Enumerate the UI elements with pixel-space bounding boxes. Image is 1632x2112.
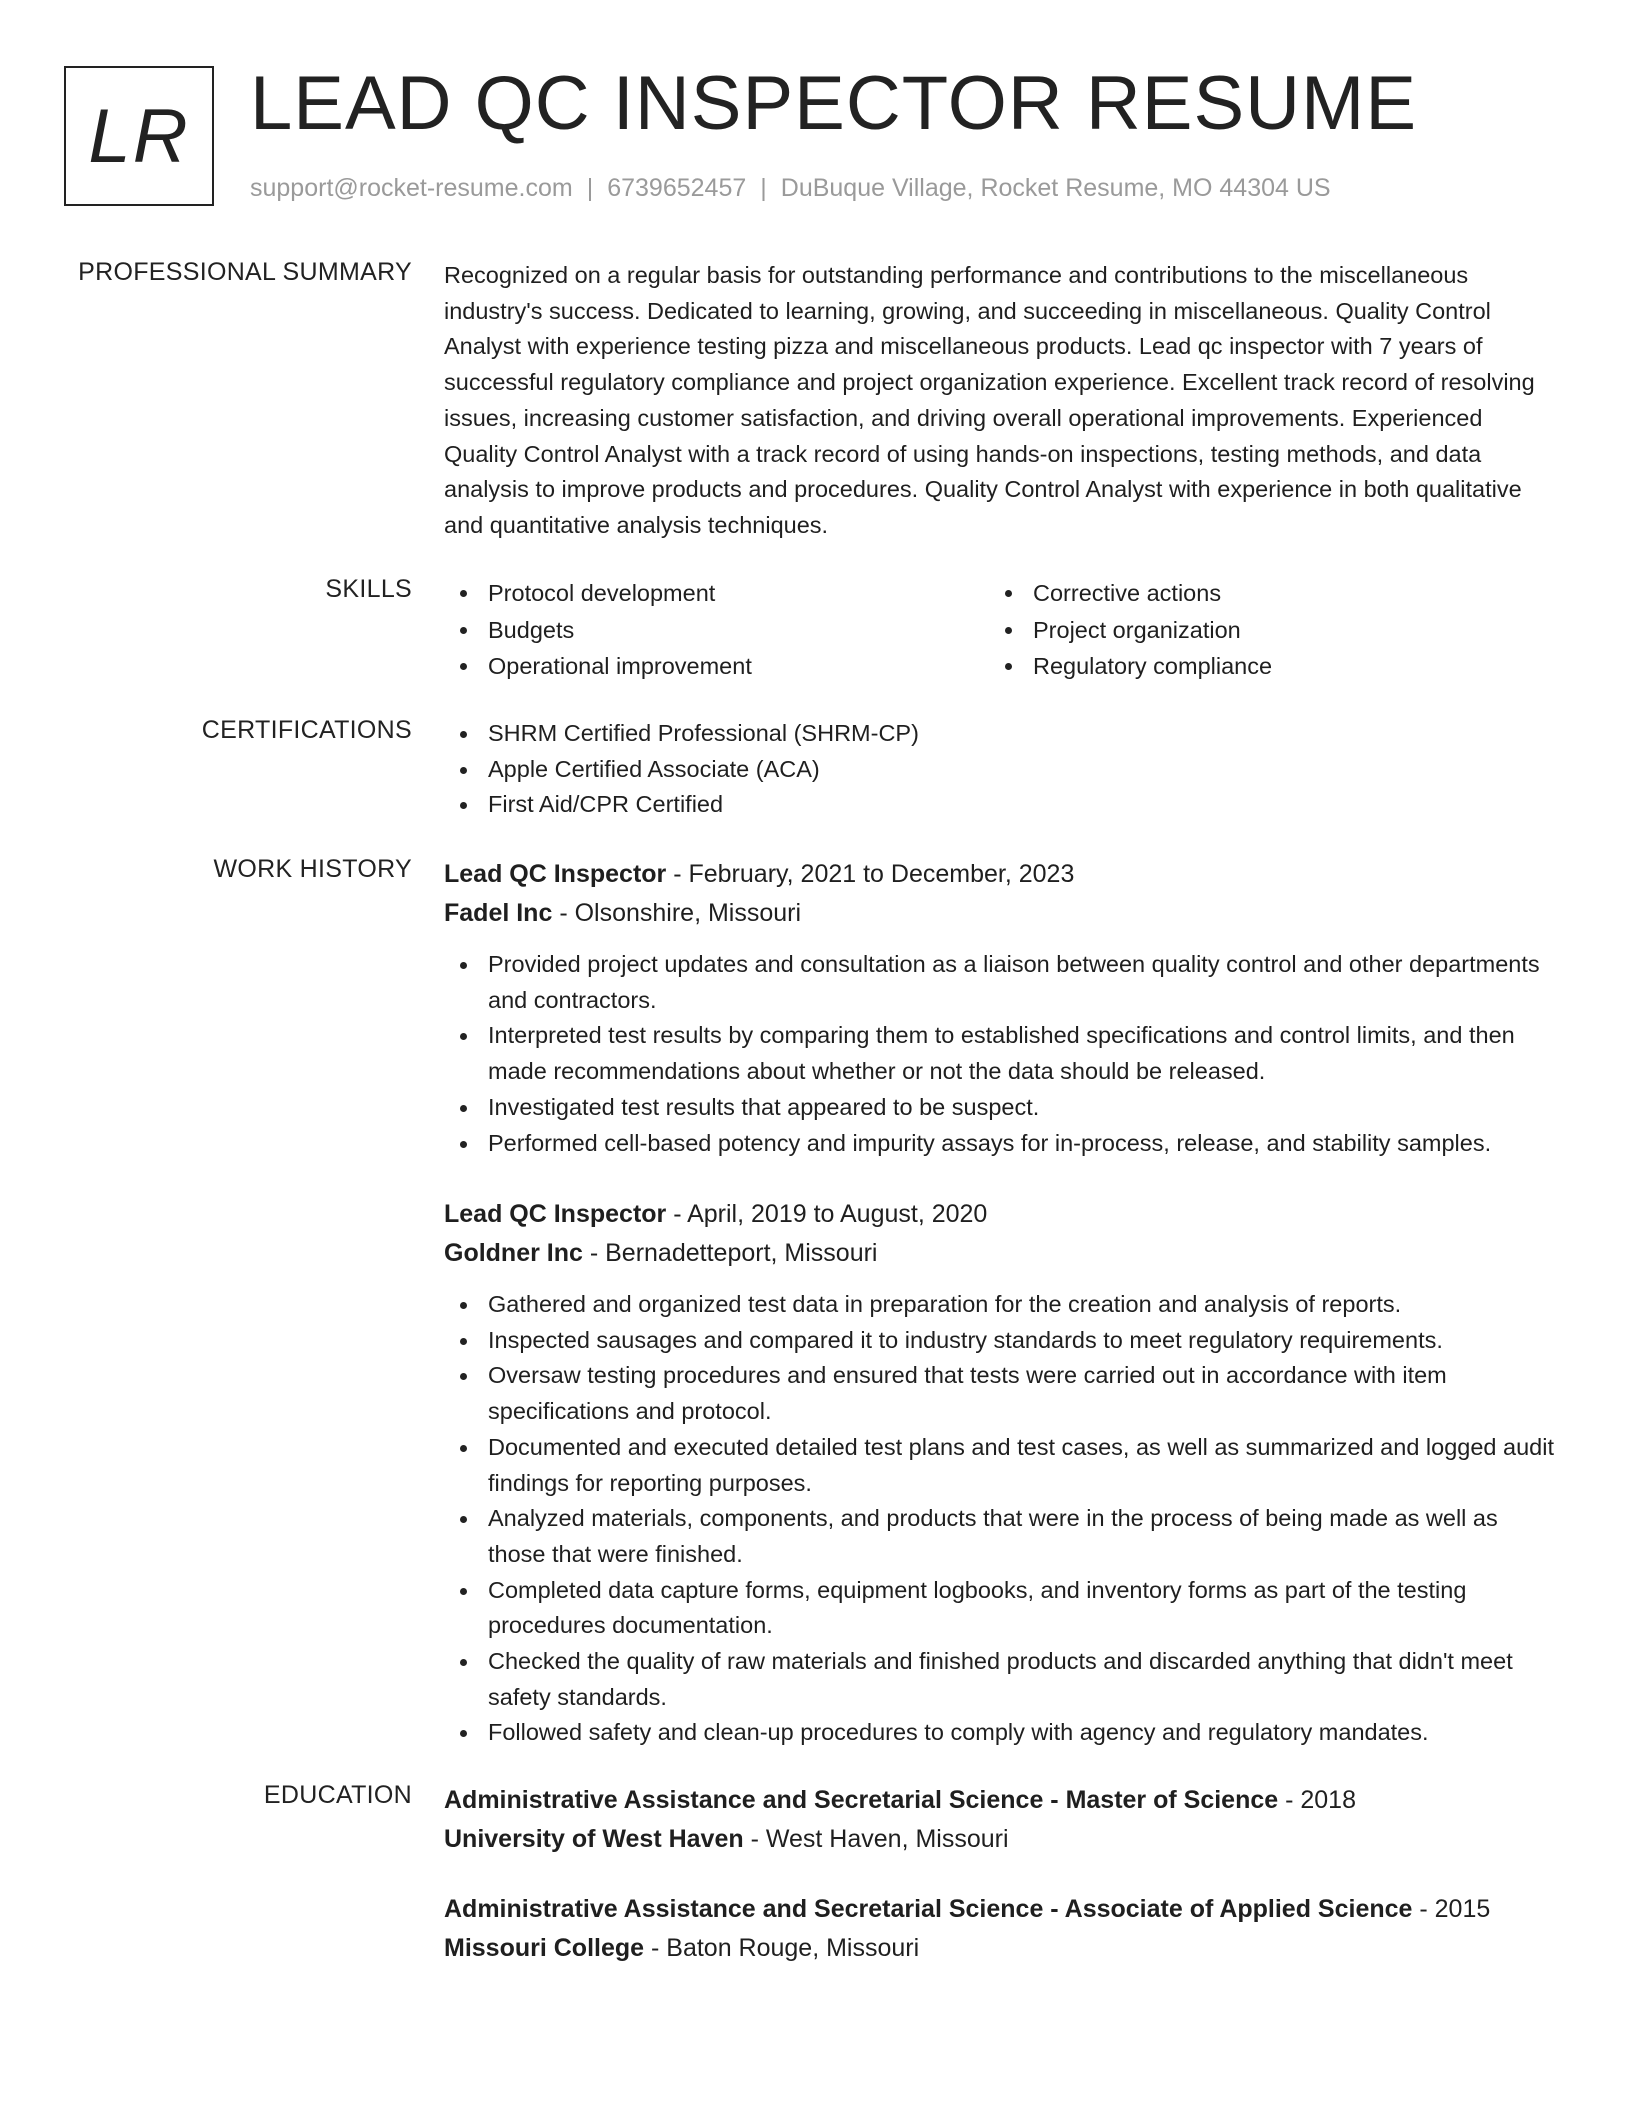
- contact-line: [250, 174, 1331, 203]
- education-body-2: [444, 1890, 1554, 1968]
- contact-separator: |: [586, 174, 594, 202]
- job-company-line: [444, 1233, 1554, 1273]
- job-location: - Bernadetteport, Missouri: [582, 1239, 878, 1267]
- skill-item: Regulatory compliance: [989, 648, 1534, 685]
- resume-header: [64, 61, 1564, 216]
- certification-item: Apple Certified Associate (ACA): [444, 752, 1554, 788]
- contact-address: DuBuque Village, Rocket Resume, MO 44304 US: [780, 174, 1331, 202]
- section-title-skills: SKILLS: [325, 575, 412, 603]
- skills-grid: [444, 575, 1554, 685]
- certifications-body: [444, 716, 1554, 823]
- section-title-education: EDUCATION: [263, 1781, 412, 1809]
- contact-phone[interactable]: 6739652457: [607, 174, 747, 202]
- job-heading: [444, 855, 1554, 893]
- skills-list-left: [444, 575, 989, 685]
- education-location: - Baton Rouge, Missouri: [644, 1934, 920, 1962]
- skill-item: Project organization: [989, 612, 1534, 649]
- job-company: Fadel Inc: [444, 899, 553, 927]
- duty-item: Inspected sausages and compared it to industry standards to meet regulatory requirements.: [444, 1323, 1554, 1359]
- education-school-line: [444, 1819, 1554, 1859]
- duty-item: Oversaw testing procedures and ensured that tests were carried out in accordance with item specifications and protocol.: [444, 1358, 1554, 1429]
- duty-item: Gathered and organized test data in preparation for the creation and analysis of reports.: [444, 1287, 1554, 1323]
- education-degree: Administrative Assistance and Secretarial Science - Master of Science: [444, 1786, 1279, 1814]
- education-entry: [444, 1890, 1554, 1968]
- monogram-initials: LR: [88, 93, 190, 179]
- section-title-summary: PROFESSIONAL SUMMARY: [78, 258, 412, 286]
- job-heading: [444, 1195, 1554, 1233]
- education-heading: [444, 1890, 1554, 1928]
- job-entry: [444, 1195, 1554, 1751]
- education-degree: Administrative Assistance and Secretarial Science - Associate of Applied Science: [444, 1895, 1413, 1923]
- duty-item: Completed data capture forms, equipment logbooks, and inventory forms as part of the testing procedures documentation.: [444, 1573, 1554, 1644]
- education-body: [444, 1781, 1554, 1859]
- duty-item: Checked the quality of raw materials and finished products and discarded anything that didn't meet safety standards.: [444, 1644, 1554, 1715]
- skill-item: Operational improvement: [444, 648, 989, 685]
- job-dates: - February, 2021 to December, 2023: [666, 860, 1075, 888]
- duty-item: Followed safety and clean-up procedures to comply with agency and regulatory mandates.: [444, 1715, 1554, 1751]
- certification-item: SHRM Certified Professional (SHRM-CP): [444, 716, 1554, 752]
- duty-item: Documented and executed detailed test plans and test cases, as well as summarized and logged audit findings for reporting purposes.: [444, 1430, 1554, 1501]
- job-company: Goldner Inc: [444, 1239, 583, 1267]
- contact-email[interactable]: support@rocket-resume.com: [250, 174, 573, 202]
- job-dates: - April, 2019 to August, 2020: [666, 1200, 988, 1228]
- job-role: Lead QC Inspector: [444, 1200, 667, 1228]
- certifications-list: [444, 716, 1554, 823]
- job-role: Lead QC Inspector: [444, 860, 667, 888]
- resume-title: LEAD QC INSPECTOR RESUME: [250, 61, 1418, 146]
- contact-separator: |: [760, 174, 767, 202]
- section-title-certifications: CERTIFICATIONS: [201, 716, 412, 744]
- education-year: - 2018: [1278, 1786, 1356, 1814]
- skill-item: Corrective actions: [989, 575, 1534, 612]
- education-location: - West Haven, Missouri: [743, 1825, 1009, 1853]
- education-year: - 2015: [1412, 1895, 1491, 1923]
- monogram-box: [64, 66, 214, 206]
- job-entry: [444, 855, 1554, 1161]
- job-duties-list: [444, 1287, 1554, 1751]
- section-title-work-history: WORK HISTORY: [213, 855, 412, 883]
- duty-item: Analyzed materials, components, and products that were in the process of being made as well as those that were finished.: [444, 1501, 1554, 1572]
- education-school: Missouri College: [444, 1934, 645, 1962]
- duty-item: Performed cell-based potency and impurity assays for in-process, release, and stability samples.: [444, 1126, 1554, 1162]
- work-history-body: [444, 855, 1554, 1161]
- skill-item: Protocol development: [444, 575, 989, 612]
- skills-body: [444, 575, 1554, 685]
- duty-item: Interpreted test results by comparing them to established specifications and control limits, and then made recommendations about whether or not the data should be released.: [444, 1018, 1554, 1089]
- job-duties-list: [444, 947, 1554, 1161]
- work-history-body-2: [444, 1195, 1554, 1751]
- education-school: University of West Haven: [444, 1825, 744, 1853]
- job-company-line: [444, 893, 1554, 933]
- job-location: - Olsonshire, Missouri: [552, 899, 802, 927]
- education-entry: [444, 1781, 1554, 1859]
- summary-body: [444, 258, 1554, 544]
- skills-list-right: [989, 575, 1534, 685]
- duty-item: Investigated test results that appeared to be suspect.: [444, 1090, 1554, 1126]
- skill-item: Budgets: [444, 612, 989, 649]
- summary-text: Recognized on a regular basis for outstanding performance and contributions to the miscellaneous industry's success. Dedicated to learning, growing, and succeeding in miscellaneous. Quality Control Analyst with experience testing pizza and miscellaneous products. Lead qc inspector with 7 years of successful regulatory compliance and project organization experience. Excellent track record of resolving issues, increasing customer satisfaction, and driving overall operational improvements. Experienced Quality Control Analyst with a track record of using hands-on inspections, testing methods, and data analysis to improve products and procedures. Quality Control Analyst with experience in both qualitative and quantitative analysis techniques.: [444, 262, 1535, 538]
- education-heading: [444, 1781, 1554, 1819]
- duty-item: Provided project updates and consultation as a liaison between quality control and other departments and contractors.: [444, 947, 1554, 1018]
- education-school-line: [444, 1928, 1554, 1968]
- certification-item: First Aid/CPR Certified: [444, 787, 1554, 823]
